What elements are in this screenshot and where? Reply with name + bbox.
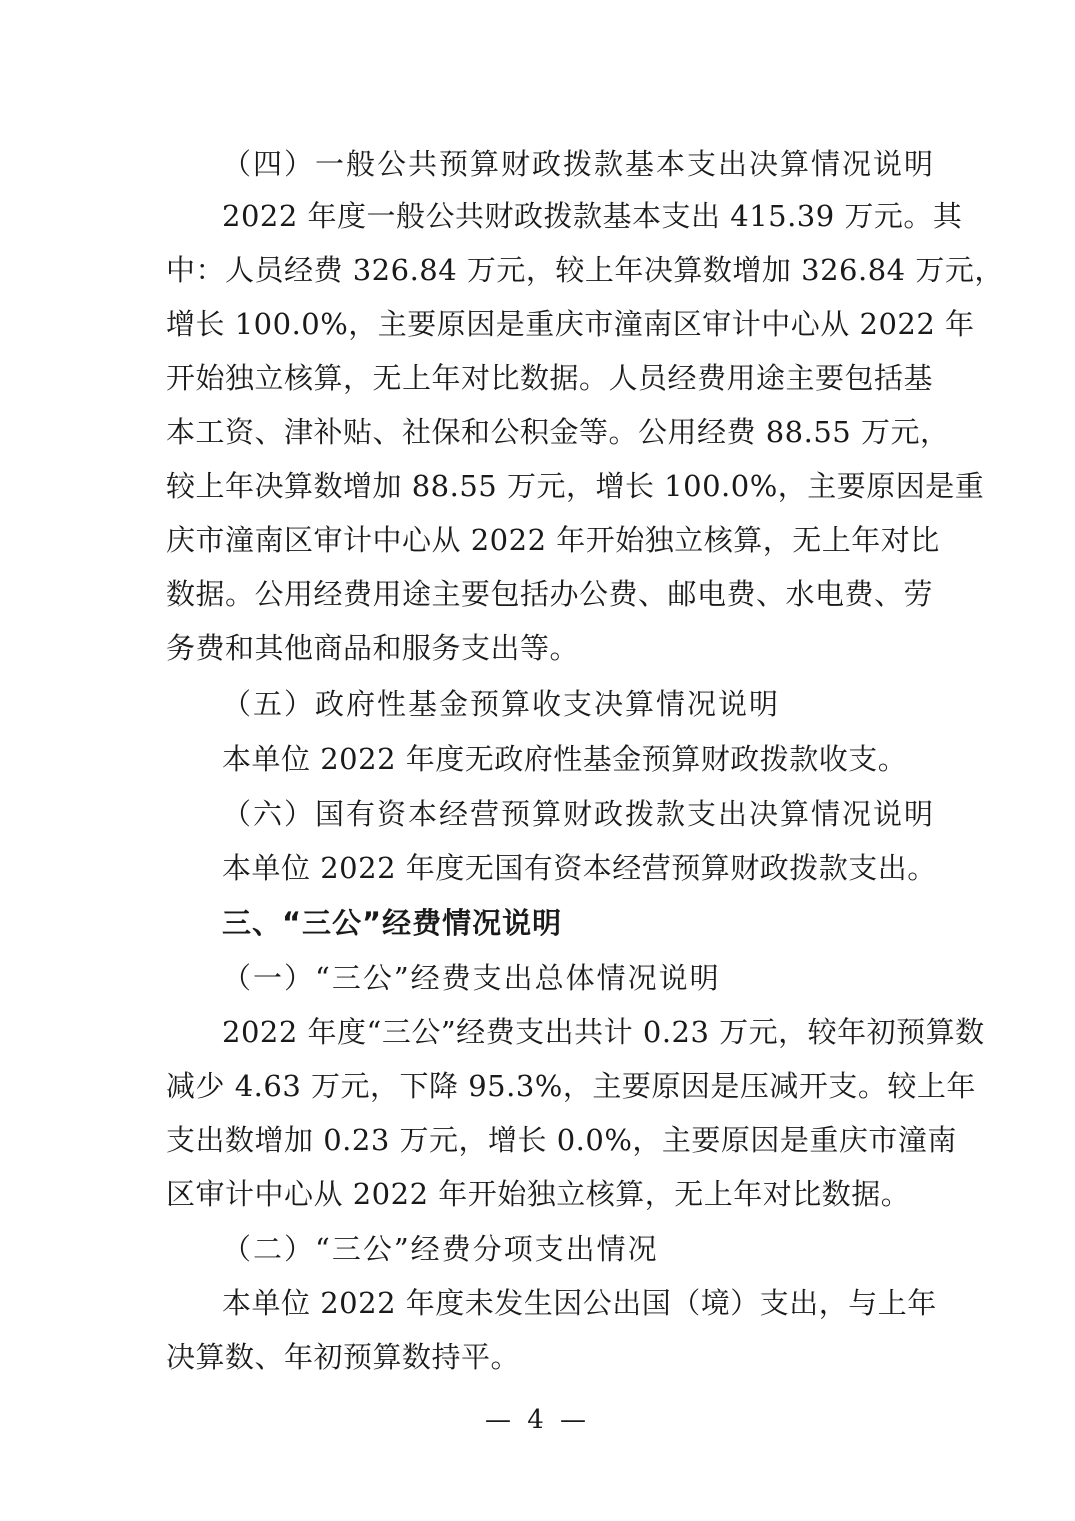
- paragraph-line: 开始独立核算，无上年对比数据。人员经费用途主要包括基: [166, 361, 934, 395]
- paragraph-line: 减少 4.63 万元，下降 95.3%，主要原因是压减开支。较上年: [166, 1069, 976, 1103]
- paragraph-line: 2022 年度“三公”经费支出共计 0.23 万元，较年初预算数: [222, 1015, 985, 1049]
- chapter-heading-3: 三、“三公”经费情况说明: [222, 906, 563, 940]
- paragraph-line: 较上年决算数增加 88.55 万元，增长 100.0%，主要原因是重: [166, 469, 985, 503]
- paragraph-line: 本单位 2022 年度未发生因公出国（境）支出，与上年: [222, 1286, 937, 1320]
- paragraph-line: 数据。公用经费用途主要包括办公费、邮电费、水电费、劳: [166, 577, 934, 611]
- page-number: — 4 —: [484, 1405, 591, 1435]
- section-heading-5: （五）政府性基金预算收支决算情况说明: [222, 687, 781, 721]
- paragraph-line: 本单位 2022 年度无国有资本经营预算财政拨款支出。: [222, 851, 937, 885]
- section-heading-6: （六）国有资本经营预算财政拨款支出决算情况说明: [222, 797, 936, 831]
- paragraph-line: 本工资、津补贴、社保和公积金等。公用经费 88.55 万元，: [166, 415, 950, 449]
- paragraph-line: 支出数增加 0.23 万元，增长 0.0%，主要原因是重庆市潼南: [166, 1123, 957, 1157]
- section-heading-1: （一）“三公”经费支出总体情况说明: [222, 961, 721, 995]
- paragraph-line: 决算数、年初预算数持平。: [166, 1340, 521, 1374]
- paragraph-line: 庆市潼南区审计中心从 2022 年开始独立核算，无上年对比: [166, 523, 940, 557]
- paragraph-line: 区审计中心从 2022 年开始独立核算，无上年对比数据。: [166, 1177, 911, 1211]
- paragraph-line: 中：人员经费 326.84 万元，较上年决算数增加 326.84 万元，: [166, 253, 1004, 287]
- section-heading-2: （二）“三公”经费分项支出情况: [222, 1232, 659, 1266]
- paragraph-line: 2022 年度一般公共财政拨款基本支出 415.39 万元。其: [222, 199, 963, 233]
- paragraph-line: 务费和其他商品和服务支出等。: [166, 631, 580, 665]
- paragraph-line: 本单位 2022 年度无政府性基金预算财政拨款收支。: [222, 742, 908, 776]
- section-heading-4: （四）一般公共预算财政拨款基本支出决算情况说明: [222, 147, 936, 181]
- paragraph-line: 增长 100.0%，主要原因是重庆市潼南区审计中心从 2022 年: [166, 307, 975, 341]
